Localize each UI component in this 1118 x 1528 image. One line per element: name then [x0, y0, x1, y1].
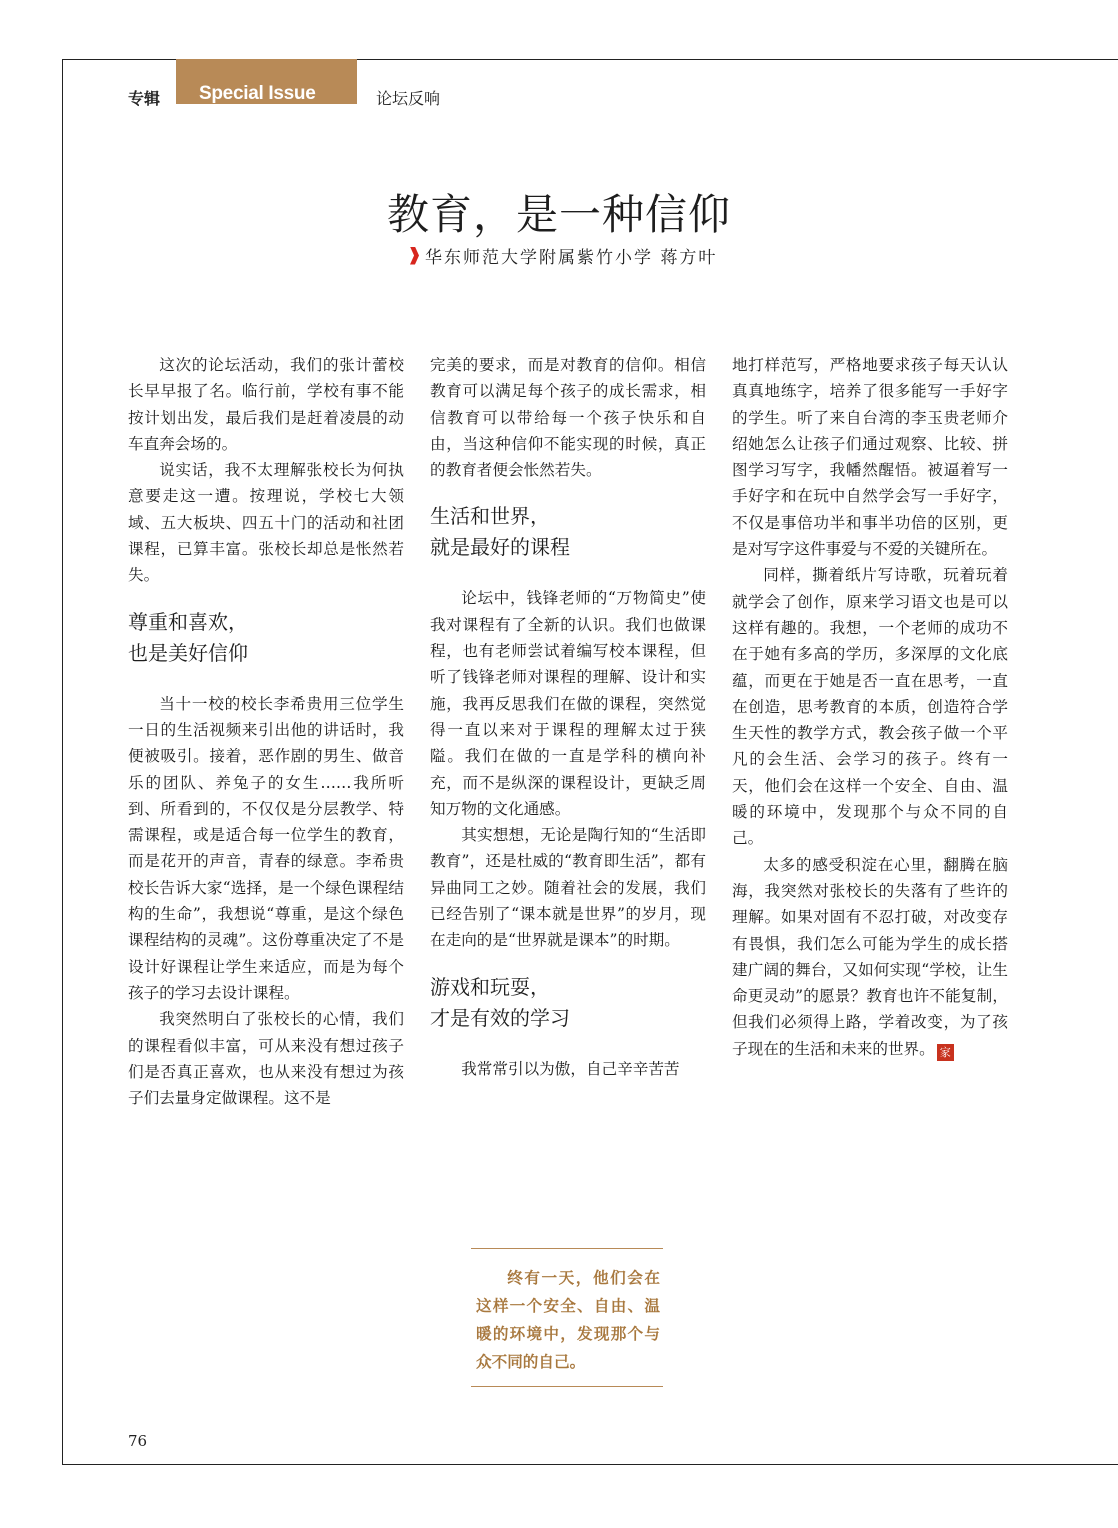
special-issue-label: Special Issue [199, 83, 316, 104]
end-mark-icon: 家 [937, 1044, 954, 1061]
text-column-1 [128, 352, 404, 1111]
paragraph: 这次的论坛活动，我们的张计蕾校长早早报了名。临行前，学校有事不能按计划出发，最后我们是赶着凌晨的动车直奔会场的。 [128, 356, 404, 453]
pull-quote [476, 1264, 660, 1376]
paragraph: 我突然明白了张校长的心情，我们的课程看似丰富，可从来没有想过孩子们是否真正喜欢，也从来没有想过为孩子们去量身定做课程。这不是 [128, 1010, 404, 1108]
quote-rule-top [471, 1248, 663, 1249]
paragraph: 同样，撕着纸片写诗歌，玩着玩着就学会了创作，原来学习语文也是可以这样有趣的。我想，一个老师的成功不在于她有多高的学历，多深厚的文化底蕴，而更在于她是否一直在思考，一直在创造，思考教育的本质，创造符合学生天性的教学方式，教会孩子做一个平凡的会生活、会学习的孩子。终有一天，他们会在这样一个安全、自由、温暖的环境中，发现那个与众不同的自己。 [732, 566, 1008, 848]
paragraph: 当十一校的校长李希贵用三位学生一日的生活视频来引出他的讲话时，我便被吸引。接着，恶作剧的男生、做音乐的团队、养兔子的女生……我所听到、所看到的，不仅仅是分层教学、特需课程，或是适合每一位学生的教育，而是花开的声音，青春的绿意。李希贵校长告诉大家“选择，是一个绿色课程结构的生命”，我想说“尊重，是这个绿色课程结构的灵魂”。这份尊重决定了不是设计好课程让学生来适应，而是为每个孩子的学习去设计课程。 [128, 694, 404, 1002]
byline [410, 243, 717, 268]
section-heading: 游戏和玩耍， 才是有效的学习 [430, 974, 570, 1030]
paragraph: 地打样范写，严格地要求孩子每天认认真真地练字，培养了很多能写一手好字的学生。听了来自台湾的李玉贵老师介绍她怎么让孩子们通过观察、比较、拼图学习写字，我幡然醒悟。被逼着写一手好字和在玩中自然学会写一手好字，不仅是事倍功半和事半功倍的区别，更是对写字这件事爱与不爱的关键所在。 [732, 356, 1008, 559]
section-label: 专辑 [128, 89, 161, 108]
section-heading: 尊重和喜欢， 也是美好信仰 [128, 609, 248, 665]
paragraph: 完美的要求，而是对教育的信仰。相信教育可以满足每个孩子的成长需求，相信教育可以带给每一个孩子快乐和自由，当这种信仰不能实现的时候，真正的教育者便会怅然若失。 [430, 356, 706, 480]
text-column-3 [732, 352, 1008, 1062]
page-frame-left [62, 59, 63, 1465]
chevron-right-icon [410, 247, 419, 265]
paragraph: 说实话，我不太理解张校长为何执意要走这一遭。按理说，学校七大领域、五大板块、四五十门的活动和社团课程，已算丰富。张校长却总是怅然若失。 [128, 461, 404, 585]
byline-text: 华东师范大学附属紫竹小学 蒋方叶 [425, 248, 718, 268]
quote-rule-bottom [471, 1386, 663, 1387]
paragraph-text: 太多的感受积淀在心里，翻腾在脑海，我突然对张校长的失落有了些许的理解。如果对固有不忍打破，对改变存有畏惧，我们怎么可能为学生的成长搭建广阔的舞台，又如何实现“学校，让生命更灵动”的愿景？教育也许不能复制，但我们必须得上路，学着改变，为了孩子现在的生活和未来的世界。 [732, 855, 1008, 1058]
paragraph [732, 852, 1008, 1062]
column-label: 论坛反响 [376, 89, 441, 108]
section-heading: 生活和世界， 就是最好的课程 [430, 504, 570, 560]
text-column-2 [430, 352, 706, 1082]
paragraph: 其实想想，无论是陶行知的“生活即教育”，还是杜威的“教育即生活”，都有异曲同工之妙。随着社会的发展，我们已经告别了“课本就是世界”的岁月，现在走向的是“世界就是课本”的时期。 [430, 826, 706, 950]
paragraph: 论坛中，钱锋老师的“万物简史”使我对课程有了全新的认识。我们也做课程，也有老师尝试着编写校本课程，但听了钱锋老师对课程的理解、设计和实施，我再反思我们在做的课程，突然觉得一直以来对于课程的理解太过于狭隘。我们在做的一直是学科的横向补充，而不是纵深的课程设计，更缺乏周知万物的文化通感。 [430, 589, 706, 818]
page-number: 76 [128, 1432, 148, 1450]
pull-quote-text: 终有一天，他们会在这样一个安全、自由、温暖的环境中，发现那个与众不同的自己。 [476, 1268, 660, 1371]
special-issue-tab [176, 59, 357, 104]
paragraph: 我常常引以为傲，自己辛辛苦苦 [461, 1059, 680, 1078]
article-title: 教育，是一种信仰 [386, 190, 731, 239]
page-frame-bottom [62, 1464, 1118, 1465]
